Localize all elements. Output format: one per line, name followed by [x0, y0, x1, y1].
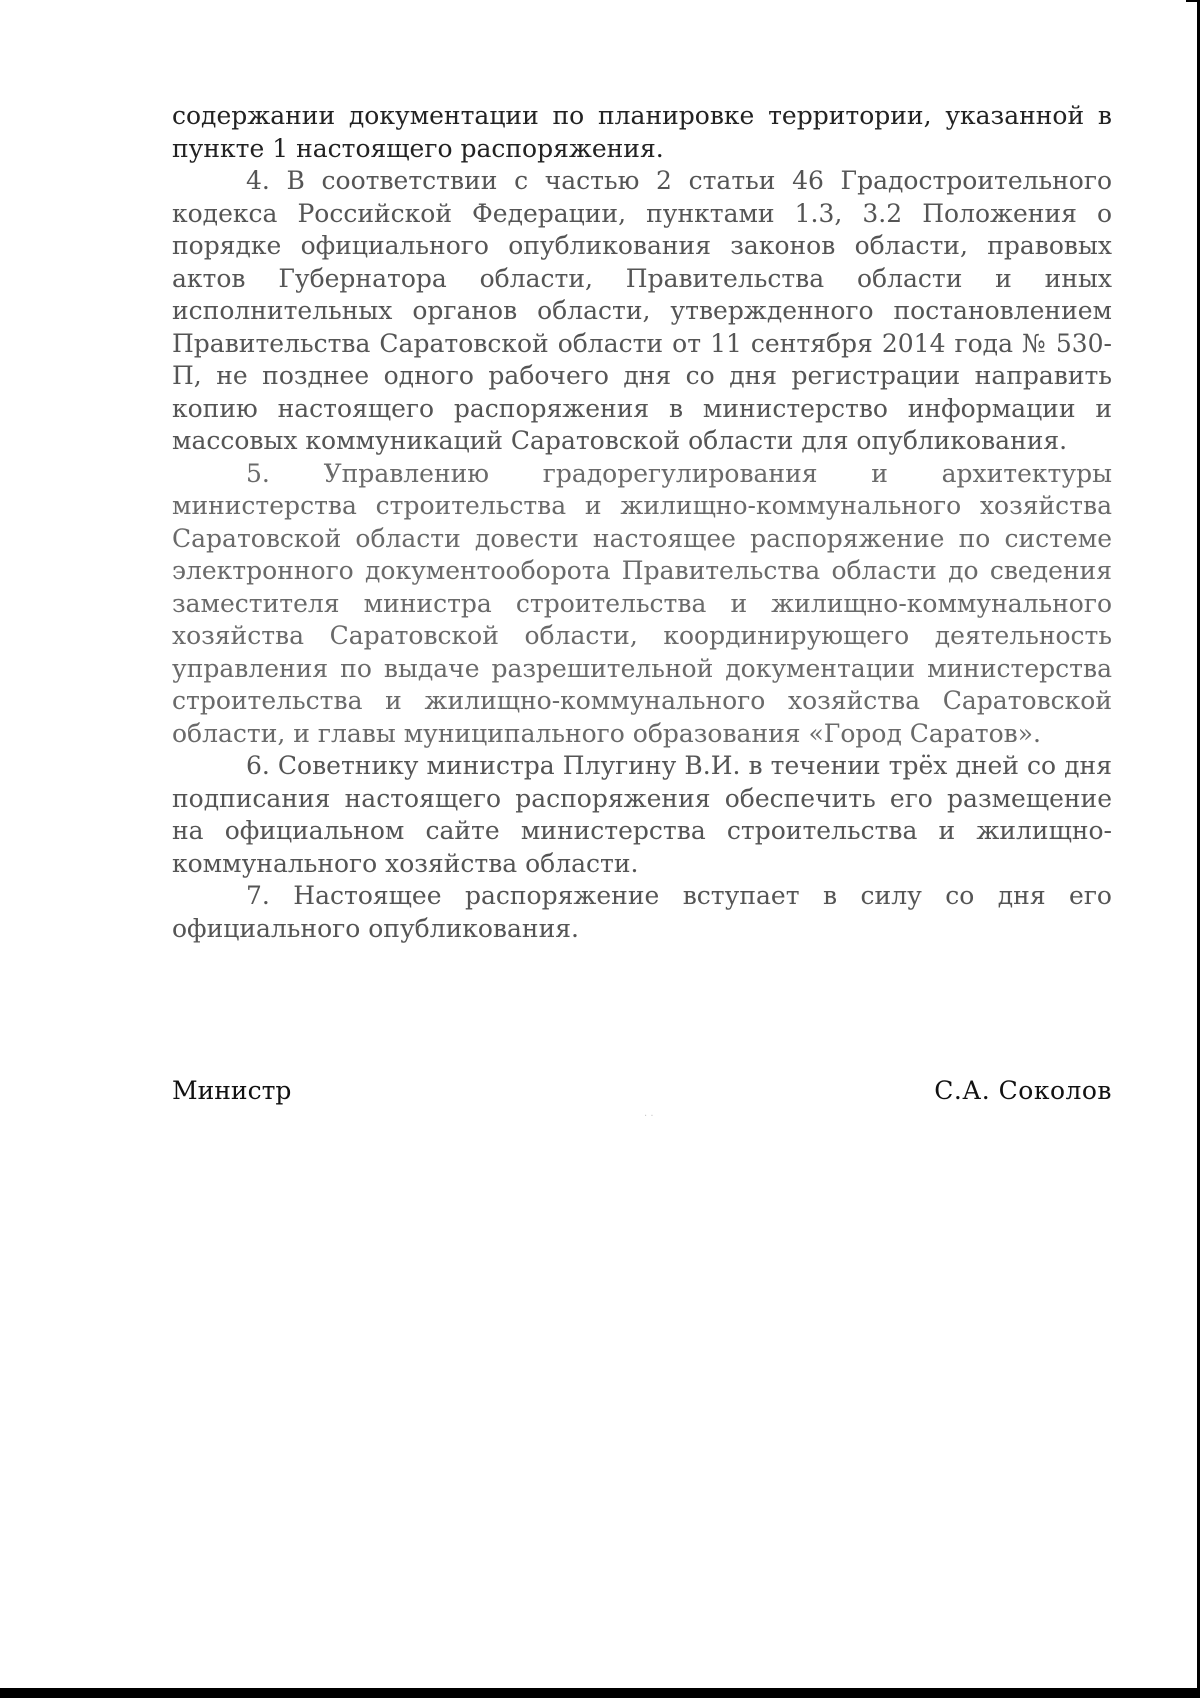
paragraph-3-continuation: содержании документации по планировке территории, указанной в пункте 1 настоящего распоряжения. — [172, 101, 1112, 163]
paragraph-5: 5. Управлению градорегулирования и архитектуры министерства строительства и жилищно-коммунального хозяйства Саратовской области довести настоящее распоряжение по системе электронного документооборота Правительства области до сведения заместителя министра строительства и жилищно-коммунального хозяйства Саратовской области, координирующего деятельность управления по выдаче разрешительной документации министерства строительства и жилищно-коммунального хозяйства Саратовской области, и главы муниципального образования «Город Саратов». — [172, 458, 1112, 748]
document-body — [172, 100, 1112, 945]
paragraph-7: 7. Настоящее распоряжение вступает в силу со дня его официального опубликования. — [172, 881, 1112, 943]
scan-artifact: · · — [644, 1111, 654, 1122]
paragraph-4: 4. В соответствии с частью 2 статьи 46 Градостроительного кодекса Российской Федерации, пунктами 1.3, 3.2 Положения о порядке официального опубликования законов области, правовых актов Губернатора области, Правительства области и иных исполнительных органов области, утвержденного постановлением Правительства Саратовской области от 11 сентября 2014 года № 530-П, не позднее одного рабочего дня со дня регистрации направить копию настоящего распоряжения в министерство информации и массовых коммуникаций Саратовской области для опубликования. — [172, 166, 1112, 455]
signatory-position: Министр — [172, 1076, 292, 1105]
signature-block — [172, 1076, 1112, 1105]
signatory-name: С.А. Соколов — [934, 1076, 1112, 1105]
paragraph-6: 6. Советнику министра Плугину В.И. в течении трёх дней со дня подписания настоящего распоряжения обеспечить его размещение на официальном сайте министерства строительства и жилищно-коммунального хозяйства области. — [172, 751, 1112, 878]
scan-bottom-edge — [0, 1688, 1200, 1698]
